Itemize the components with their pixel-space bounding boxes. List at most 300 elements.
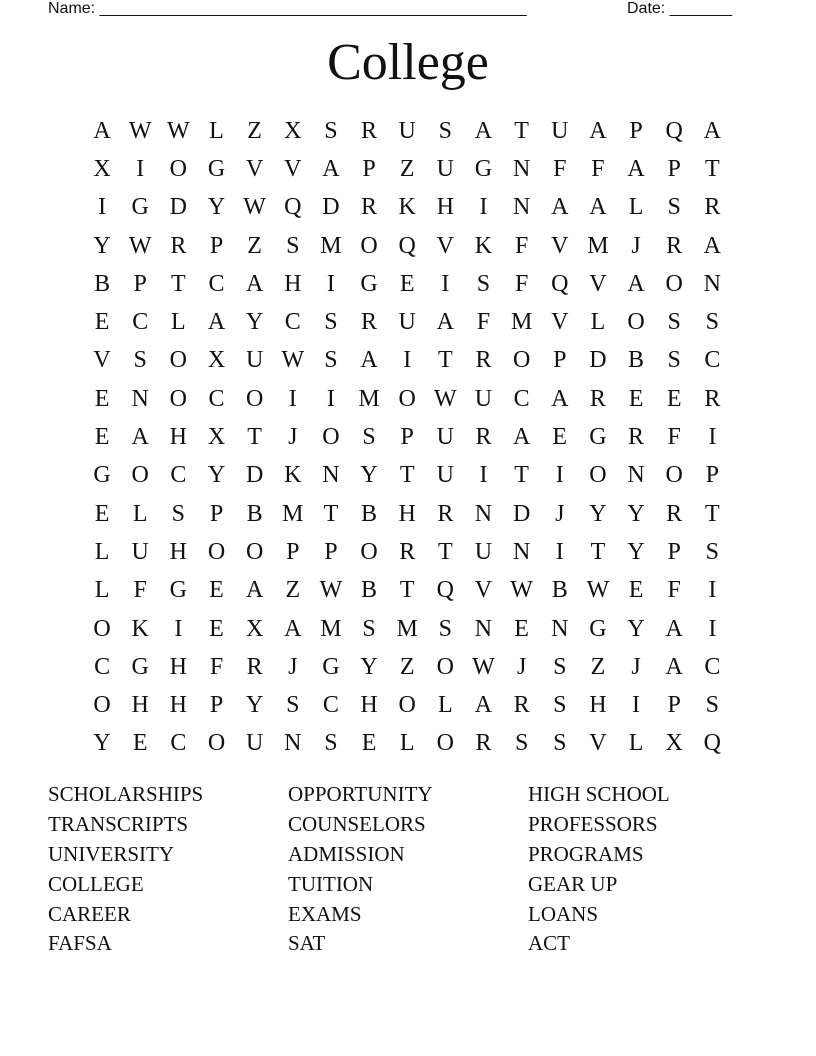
grid-letter: Q — [703, 730, 721, 757]
grid-letter: I — [632, 692, 641, 719]
grid-letter: O — [665, 270, 683, 297]
grid-letter: U — [398, 117, 416, 144]
grid-letter: L — [132, 500, 148, 527]
grid-letter: R — [628, 424, 645, 451]
grid-letter: I — [708, 577, 717, 604]
grid-letter: H — [169, 424, 188, 451]
grid-letter: Y — [627, 615, 645, 642]
grid-letter: X — [207, 424, 226, 451]
grid-letter: M — [320, 232, 342, 259]
word-bank-item: COUNSELORS — [288, 811, 426, 836]
grid-letter: R — [666, 232, 683, 259]
grid-letter: X — [284, 117, 302, 144]
grid-letter: A — [551, 194, 569, 221]
grid-letter: O — [512, 347, 531, 374]
grid-letter: F — [133, 577, 147, 604]
grid-letter: Y — [93, 730, 111, 757]
grid-letter: S — [324, 117, 338, 144]
word-bank-item: EXAMS — [288, 901, 362, 926]
grid-letter: K — [284, 462, 302, 489]
grid-letter: T — [590, 538, 606, 565]
grid-letter: E — [94, 500, 110, 527]
grid-letter: O — [93, 615, 111, 642]
grid-letter: S — [553, 692, 567, 719]
grid-letter: E — [94, 309, 110, 336]
grid-letter: Y — [245, 309, 264, 336]
grid-letter: I — [708, 424, 717, 451]
grid-letter: O — [627, 309, 645, 336]
grid-letter: C — [170, 730, 187, 757]
word-bank-item: TRANSCRIPTS — [48, 811, 189, 836]
grid-letter: A — [665, 653, 683, 680]
grid-letter: F — [553, 155, 567, 182]
grid-letter: V — [589, 730, 607, 757]
grid-letter: V — [589, 270, 607, 297]
grid-letter: S — [553, 653, 567, 680]
grid-letter: L — [628, 194, 644, 221]
grid-letter: O — [245, 538, 264, 565]
grid-letter: S — [705, 692, 719, 719]
grid-letter: H — [398, 500, 416, 527]
grid-letter: N — [474, 615, 493, 642]
grid-letter: O — [436, 730, 454, 757]
grid-letter: T — [438, 347, 453, 374]
grid-letter: E — [209, 615, 224, 642]
grid-letter: V — [284, 155, 302, 182]
grid-letter: G — [322, 653, 340, 680]
grid-letter: N — [512, 155, 531, 182]
grid-letter: O — [665, 462, 683, 489]
grid-letter: E — [94, 385, 110, 412]
grid-letter: E — [552, 424, 568, 451]
grid-letter: R — [246, 653, 263, 680]
word-bank-item: SCHOLARSHIPS — [48, 782, 204, 806]
grid-letter: V — [436, 232, 454, 259]
grid-letter: R — [399, 538, 416, 565]
grid-letter: X — [665, 730, 683, 757]
grid-letter: T — [323, 500, 339, 527]
grid-letter: Z — [590, 653, 606, 680]
grid-letter: Q — [551, 270, 569, 297]
grid-letter: F — [209, 653, 224, 680]
grid-letter: K — [398, 194, 416, 221]
grid-letter: O — [169, 347, 188, 374]
grid-letter: U — [131, 538, 149, 565]
grid-letter: D — [245, 462, 264, 489]
grid-letter: M — [396, 615, 418, 642]
grid-letter: I — [479, 462, 488, 489]
grid-letter: S — [553, 730, 567, 757]
grid-letter: H — [169, 538, 188, 565]
grid-letter: N — [131, 385, 149, 412]
grid-letter: J — [555, 500, 565, 527]
grid-letter: G — [93, 462, 111, 489]
grid-letter: G — [474, 155, 493, 182]
grid-letter: T — [399, 577, 415, 604]
grid-letter: C — [94, 653, 111, 680]
word-bank-item: GEAR UP — [528, 871, 618, 896]
word-bank-item: PROGRAMS — [528, 841, 644, 866]
grid-letter: E — [666, 385, 682, 412]
grid-letter: C — [208, 385, 225, 412]
grid-letter: O — [169, 155, 188, 182]
grid-letter: U — [551, 117, 569, 144]
grid-letter: C — [513, 385, 530, 412]
grid-letter: E — [132, 730, 148, 757]
grid-letter: O — [245, 385, 264, 412]
grid-letter: B — [361, 577, 378, 604]
grid-letter: M — [510, 309, 533, 336]
word-bank-item: OPPORTUNITY — [288, 782, 433, 806]
grid-letter: B — [551, 577, 568, 604]
grid-letter: A — [703, 117, 721, 144]
grid-letter: I — [555, 462, 564, 489]
grid-letter: P — [667, 155, 681, 182]
grid-letter: S — [324, 730, 338, 757]
grid-letter: W — [128, 117, 152, 144]
grid-letter: W — [586, 577, 610, 604]
grid-letter: S — [362, 424, 376, 451]
grid-letter: J — [288, 653, 298, 680]
grid-letter: H — [169, 653, 188, 680]
grid-letter: F — [514, 232, 529, 259]
word-bank-item: HIGH SCHOOL — [528, 782, 670, 806]
word-bank — [48, 780, 768, 959]
grid-letter: C — [704, 347, 721, 374]
grid-letter: W — [128, 232, 152, 259]
grid-letter: R — [704, 385, 721, 412]
grid-letter: X — [93, 155, 111, 182]
grid-letter: T — [171, 270, 186, 297]
grid-letter: N — [512, 538, 531, 565]
grid-letter: Y — [627, 538, 645, 565]
grid-letter: M — [587, 232, 609, 259]
grid-letter: A — [322, 155, 340, 182]
grid-letter: F — [591, 155, 605, 182]
grid-letter: B — [94, 270, 111, 297]
grid-letter: A — [703, 232, 721, 259]
word-bank-item: TUITION — [288, 871, 374, 896]
grid-letter: E — [209, 577, 224, 604]
grid-letter: Y — [360, 462, 378, 489]
grid-letter: T — [704, 500, 720, 527]
grid-letter: A — [245, 270, 264, 297]
grid-letter: I — [174, 615, 183, 642]
grid-letter: C — [704, 653, 721, 680]
grid-letter: S — [171, 500, 186, 527]
grid-letter: R — [475, 730, 492, 757]
grid-letter: O — [360, 538, 378, 565]
grid-letter: T — [438, 538, 453, 565]
grid-letter: A — [627, 155, 645, 182]
grid-letter: Q — [436, 577, 454, 604]
grid-letter: O — [207, 730, 226, 757]
grid-letter: X — [207, 347, 226, 374]
grid-letter: B — [246, 500, 263, 527]
grid-letter: U — [245, 347, 264, 374]
word-bank-item: LOANS — [528, 901, 599, 926]
grid-letter: L — [438, 692, 453, 719]
grid-letter: W — [281, 347, 305, 374]
grid-letter: L — [171, 309, 186, 336]
grid-letter: G — [169, 577, 188, 604]
grid-letter: Q — [398, 232, 416, 259]
grid-letter: Q — [284, 194, 302, 221]
letter-grid — [83, 112, 731, 763]
grid-letter: N — [474, 500, 493, 527]
grid-letter: R — [170, 232, 187, 259]
grid-letter: T — [514, 117, 529, 144]
grid-letter: O — [93, 692, 111, 719]
grid-letter: E — [628, 577, 644, 604]
grid-letter: O — [589, 462, 607, 489]
grid-letter: J — [288, 424, 298, 451]
grid-letter: A — [93, 117, 111, 144]
grid-letter: V — [551, 309, 569, 336]
grid-letter: J — [631, 232, 641, 259]
grid-letter: N — [284, 730, 302, 757]
grid-letter: S — [514, 730, 529, 757]
grid-letter: P — [133, 270, 147, 297]
grid-letter: O — [436, 653, 454, 680]
grid-letter: T — [704, 155, 720, 182]
grid-letter: L — [628, 730, 644, 757]
grid-letter: A — [436, 309, 454, 336]
grid-letter: S — [133, 347, 147, 374]
grid-letter: L — [399, 730, 415, 757]
grid-letter: P — [705, 462, 719, 489]
grid-letter: Y — [245, 692, 264, 719]
grid-letter: M — [282, 500, 304, 527]
grid-letter: N — [512, 194, 531, 221]
grid-letter: A — [245, 577, 264, 604]
grid-letter: V — [474, 577, 493, 604]
grid-letter: S — [438, 117, 453, 144]
grid-letter: E — [514, 615, 529, 642]
grid-letter: R — [361, 117, 378, 144]
grid-letter: W — [319, 577, 343, 604]
grid-letter: Q — [665, 117, 683, 144]
grid-letter: S — [667, 309, 681, 336]
grid-letter: R — [704, 194, 721, 221]
word-bank-item: ACT — [528, 931, 570, 956]
grid-letter: S — [667, 347, 681, 374]
grid-letter: C — [170, 462, 187, 489]
grid-letter: I — [136, 155, 145, 182]
grid-letter: R — [475, 347, 492, 374]
grid-letter: R — [589, 385, 606, 412]
word-bank-item: ADMISSION — [288, 841, 405, 866]
grid-letter: K — [474, 232, 493, 259]
grid-letter: C — [322, 692, 339, 719]
worksheet-header — [48, 0, 748, 20]
grid-letter: A — [131, 424, 149, 451]
grid-letter: W — [243, 194, 266, 221]
grid-letter: A — [512, 424, 531, 451]
word-bank-item: SAT — [288, 931, 326, 956]
grid-letter: M — [320, 615, 342, 642]
grid-letter: N — [322, 462, 340, 489]
grid-letter: A — [360, 347, 378, 374]
grid-letter: S — [362, 615, 376, 642]
grid-letter: S — [667, 194, 681, 221]
grid-letter: L — [209, 117, 224, 144]
grid-letter: P — [324, 538, 338, 565]
grid-letter: D — [512, 500, 531, 527]
grid-letter: H — [131, 692, 149, 719]
grid-letter: F — [476, 309, 491, 336]
grid-letter: U — [436, 155, 454, 182]
grid-letter: N — [703, 270, 721, 297]
grid-letter: S — [438, 615, 453, 642]
grid-letter: E — [628, 385, 644, 412]
grid-letter: A — [627, 270, 645, 297]
grid-letter: I — [479, 194, 488, 221]
grid-letter: X — [245, 615, 264, 642]
grid-letter: Y — [627, 500, 645, 527]
grid-letter: A — [589, 117, 607, 144]
grid-letter: S — [286, 232, 300, 259]
grid-letter: W — [510, 577, 533, 604]
grid-letter: B — [361, 500, 378, 527]
grid-letter: W — [167, 117, 190, 144]
grid-letter: I — [326, 270, 335, 297]
grid-letter: Y — [589, 500, 607, 527]
grid-letter: V — [245, 155, 264, 182]
grid-letter: T — [399, 462, 415, 489]
grid-letter: U — [436, 462, 454, 489]
grid-letter: Z — [399, 653, 415, 680]
grid-letter: L — [590, 309, 606, 336]
grid-letter: N — [551, 615, 569, 642]
word-bank-item: FAFSA — [48, 931, 112, 956]
grid-letter: K — [131, 615, 149, 642]
grid-letter: N — [627, 462, 645, 489]
word-bank-item: UNIVERSITY — [48, 841, 174, 866]
grid-letter: L — [94, 538, 110, 565]
grid-letter: A — [665, 615, 683, 642]
grid-letter: G — [131, 194, 149, 221]
grid-letter: O — [169, 385, 188, 412]
grid-letter: O — [322, 424, 340, 451]
grid-letter: P — [400, 424, 414, 451]
grid-letter: I — [403, 347, 412, 374]
grid-letter: I — [708, 615, 717, 642]
grid-letter: P — [362, 155, 376, 182]
grid-letter: A — [207, 309, 226, 336]
grid-letter: P — [209, 500, 224, 527]
grid-letter: Y — [207, 194, 226, 221]
grid-letter: P — [286, 538, 300, 565]
grid-letter: E — [361, 730, 377, 757]
name-line: Name: ________________________________________________ — [48, 0, 527, 17]
grid-letter: S — [324, 309, 338, 336]
grid-letter: B — [628, 347, 645, 374]
grid-letter: Y — [93, 232, 111, 259]
grid-letter: T — [247, 424, 262, 451]
grid-letter: O — [207, 538, 226, 565]
grid-letter: U — [474, 538, 493, 565]
grid-letter: P — [209, 232, 224, 259]
grid-letter: J — [516, 653, 527, 680]
grid-letter: C — [208, 270, 225, 297]
grid-letter: U — [245, 730, 264, 757]
grid-letter: V — [93, 347, 111, 374]
grid-letter: I — [98, 194, 107, 221]
date-line: Date: _______ — [627, 0, 732, 17]
grid-letter: W — [434, 385, 457, 412]
grid-letter: A — [284, 615, 302, 642]
grid-letter: D — [589, 347, 607, 374]
grid-letter: W — [472, 653, 495, 680]
grid-letter: V — [551, 232, 569, 259]
grid-letter: H — [284, 270, 302, 297]
grid-letter: G — [589, 424, 607, 451]
grid-letter: R — [437, 500, 454, 527]
grid-letter: P — [209, 692, 224, 719]
word-bank-item: PROFESSORS — [528, 811, 658, 836]
grid-letter: A — [474, 692, 493, 719]
grid-letter: E — [94, 424, 110, 451]
grid-letter: S — [324, 347, 338, 374]
grid-letter: I — [555, 538, 564, 565]
grid-letter: R — [475, 424, 492, 451]
grid-letter: L — [94, 577, 110, 604]
grid-letter: C — [132, 309, 149, 336]
grid-letter: U — [474, 385, 493, 412]
grid-letter: H — [436, 194, 454, 221]
page-title: College — [327, 34, 489, 91]
grid-letter: M — [358, 385, 380, 412]
grid-letter: O — [398, 385, 416, 412]
grid-letter: Z — [247, 232, 262, 259]
grid-letter: P — [553, 347, 567, 374]
grid-letter: G — [207, 155, 226, 182]
grid-letter: T — [514, 462, 529, 489]
grid-letter: R — [666, 500, 683, 527]
grid-letter: D — [169, 194, 188, 221]
grid-letter: I — [288, 385, 297, 412]
grid-letter: P — [667, 692, 681, 719]
grid-letter: H — [589, 692, 607, 719]
grid-letter: G — [360, 270, 378, 297]
grid-letter: H — [360, 692, 378, 719]
grid-letter: A — [589, 194, 607, 221]
grid-letter: P — [667, 538, 681, 565]
grid-letter: O — [360, 232, 378, 259]
grid-letter: Y — [360, 653, 378, 680]
grid-letter: G — [131, 653, 149, 680]
grid-letter: D — [322, 194, 340, 221]
grid-letter: E — [399, 270, 415, 297]
grid-letter: U — [436, 424, 454, 451]
grid-letter: F — [514, 270, 529, 297]
grid-letter: I — [441, 270, 450, 297]
grid-letter: Z — [399, 155, 415, 182]
grid-letter: A — [474, 117, 493, 144]
grid-letter: O — [398, 692, 416, 719]
grid-letter: F — [667, 424, 681, 451]
grid-letter: A — [551, 385, 569, 412]
word-bank-item: CAREER — [48, 901, 131, 926]
grid-letter: P — [629, 117, 643, 144]
grid-letter: F — [667, 577, 681, 604]
grid-letter: S — [476, 270, 491, 297]
grid-letter: S — [705, 309, 719, 336]
word-bank-item: COLLEGE — [48, 871, 144, 896]
grid-letter: R — [361, 309, 378, 336]
grid-letter: O — [131, 462, 149, 489]
